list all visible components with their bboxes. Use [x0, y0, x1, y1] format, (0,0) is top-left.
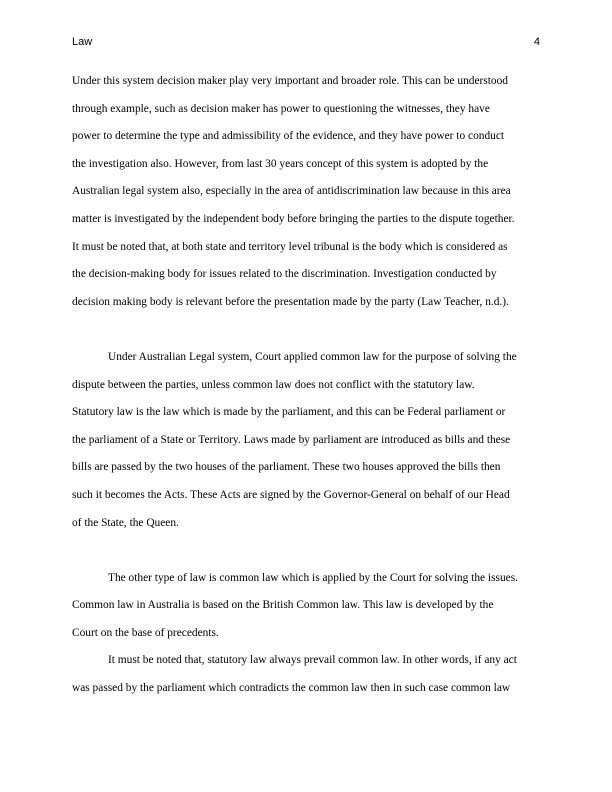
text-line: power to determine the type and admissibility of the evidence, and they have power to conduct [72, 130, 505, 143]
text-line: It must be noted that, at both state and territory level tribunal is the body which is considered as [72, 240, 508, 253]
text-line: It must be noted that, statutory law always prevail common law. In other words, if any act [108, 654, 517, 667]
text-line: through example, such as decision maker has power to questioning the witnesses, they have [72, 102, 490, 115]
text-line: of the State, the Queen. [72, 516, 179, 529]
text-line: Under Australian Legal system, Court applied common law for the purpose of solving the [108, 350, 517, 363]
paragraph-4 [72, 647, 542, 702]
text-line: such it becomes the Acts. These Acts are signed by the Governor-General on behalf of our Head [72, 488, 510, 501]
text-line: dispute between the parties, unless common law does not conflict with the statutory law. [72, 378, 475, 391]
text-line: The other type of law is common law which is applied by the Court for solving the issues. [108, 571, 518, 584]
text-line: matter is investigated by the independent body before bringing the parties to the dispute together. [72, 212, 515, 225]
text-line: the parliament of a State or Territory. Laws made by parliament are introduced as bills and these [72, 433, 511, 446]
text-line: bills are passed by the two houses of the parliament. These two houses approved the bills then [72, 461, 501, 474]
paragraph-spacer [72, 316, 542, 344]
text-line: Statutory law is the law which is made by the parliament, and this can be Federal parliament or [72, 406, 506, 419]
paragraph-3 [72, 565, 542, 648]
text-line: Under this system decision maker play very important and broader role. This can be understood [72, 75, 508, 87]
page-number: 4 [533, 36, 540, 48]
body-text [72, 68, 542, 703]
text-line: Court on the base of precedents. [72, 626, 219, 639]
text-line: Common law in Australia is based on the British Common law. This law is developed by the [72, 599, 494, 612]
paragraph-spacer [72, 537, 542, 565]
text-line: Australian legal system also, especially in the area of antidiscrimination law because in this area [72, 185, 511, 198]
paragraph-2 [72, 344, 542, 537]
running-header-title: Law [72, 36, 93, 48]
text-line: the decision-making body for issues related to the discrimination. Investigation conducted by [72, 268, 497, 281]
text-line: was passed by the parliament which contradicts the common law then in such case common law [72, 682, 511, 695]
text-line: decision making body is relevant before the presentation made by the party (Law Teacher, n.d.). [72, 295, 509, 308]
text-line: the investigation also. However, from last 30 years concept of this system is adopted by the [72, 157, 489, 170]
paragraph-1 [72, 68, 542, 316]
